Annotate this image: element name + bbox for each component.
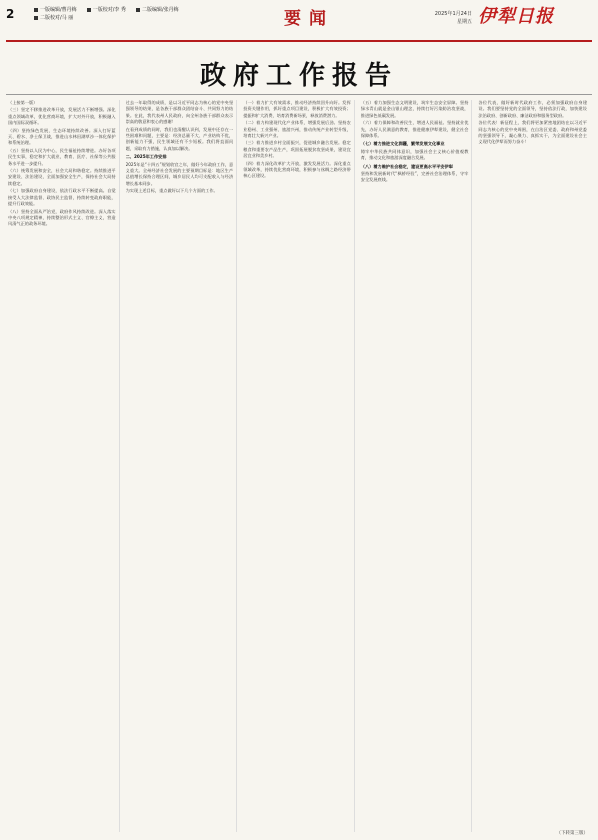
square-bullet-icon	[87, 8, 91, 12]
paragraph: （三）着力推进乡村全面振兴，促进城乡融合发展。稳定粮食和重要农产品生产，巩固拓展脱贫攻坚成果，建设宜居宜业和美乡村。	[243, 140, 351, 159]
text-column	[243, 100, 355, 832]
paragraph: （七）加强政府自身建设，依法行政水平不断提高。自觉接受人大法律监督、政协民主监督，持续转变政府职能，提升行政效能。	[8, 188, 116, 207]
paragraph: （四）着力深化改革扩大开放，激发发展活力。深化重点领域改革，持续优化营商环境，积极参与丝绸之路经济带核心区建设。	[243, 160, 351, 179]
issue-weekday: 星期五	[456, 19, 472, 25]
paragraph: 在看到成绩的同时，我们也清醒认识到，发展中还存在一些困难和问题，主要是：经济总量不大、产业结构不优，创新能力不强，民生领域还有不少短板。我们将直面问题，采取有力措施，认真加以解决。	[125, 126, 234, 151]
editor-credit: 二版校对/马 丽	[34, 14, 73, 22]
paragraph: （一）着力扩大有效需求，推动经济持续回升向好。发挥投资关键作用，抓好重点项目建设，积极扩大有效投资；提振和扩大消费，培育消费新场景，释放消费潜力。	[243, 100, 351, 118]
newspaper-masthead: 伊犁日报	[478, 6, 554, 27]
square-bullet-icon	[34, 8, 38, 12]
text-column	[126, 100, 238, 832]
paragraph: 各位代表，做好新时代政府工作，必须加强政府自身建设。我们要坚持党的全面领导，坚持依法行政，加快建设法治政府、创新政府、廉洁政府和服务型政府。	[478, 100, 587, 118]
text-column	[361, 100, 473, 832]
editor-credit: 一版校对/李 秀	[87, 6, 126, 14]
paragraph: 过去一年取得的成绩，是以习近平同志为核心的党中央坚强领导的结果，是各族干部群众团结奋斗、共同努力的结果。在此，我代表州人民政府，向全州各族干部群众表示崇高的敬意和衷心的感谢！	[125, 100, 234, 125]
subheading: （七）着力推进文化润疆，繁荣发展文化事业	[360, 141, 445, 147]
page-number: 2	[6, 7, 15, 21]
paragraph: 坚持和发展新时代“枫桥经验”，完善社会治理体系，守牢安全发展底线。	[360, 171, 469, 183]
paragraph: 2025年是“十四五”规划收官之年，做好今年政府工作，意义重大。全州经济社会发展的主要预期目标是：地区生产总值增长保持合理区间，城乡居民人均可支配收入与经济增长基本同步。	[125, 161, 234, 186]
paragraph: （五）坚持以人民为中心，民生福祉持续增进。办好各项民生实事，稳定和扩大就业，教育、医疗、社保等公共服务水平进一步提升。	[8, 147, 116, 166]
paragraph: 为实现上述目标，重点做好以下几个方面的工作。	[125, 188, 218, 194]
article-columns	[8, 100, 590, 832]
header-divider	[6, 40, 592, 42]
editor-credit: 二版编辑/张丹梅	[136, 6, 179, 14]
date-line	[398, 10, 472, 26]
text-column	[8, 100, 120, 832]
paragraph: （六）着力保障和改善民生，增进人民福祉。坚持就业优先，办好人民满意的教育，推进健康伊犁建设，健全社会保障体系。	[360, 120, 469, 139]
paragraph: （三）坚定不移推进改革开放，发展活力不断增强。深化重点领域改革，优化营商环境，扩大对外开放，积极融入国内国际双循环。	[8, 107, 116, 126]
headline-divider	[6, 94, 592, 95]
square-bullet-icon	[136, 8, 140, 12]
paragraph: （上接第一版）	[8, 100, 38, 105]
paragraph: （五）着力加强生态文明建设，筑牢生态安全屏障。坚持绿水青山就是金山银山理念，持续打好污染防治攻坚战，推进绿色低碳发展。	[360, 100, 469, 118]
paragraph: （六）统筹发展和安全，社会大局和谐稳定。持续推进平安建设、法治建设，全面加强安全生产，保持社会大局持续稳定。	[8, 168, 116, 186]
paragraph: （四）坚持绿色发展，生态环境持续改善。深入打好蓝天、碧水、净土保卫战，推进山水林田湖草沙一体化保护和系统治理。	[8, 127, 116, 146]
continuation-note: （下转第三版）	[556, 831, 588, 836]
page-header	[0, 0, 598, 44]
paragraph: （二）着力构建现代化产业体系，增强发展后劲。坚持农业稳州、工业强州、旅游兴州，推动传统产业转型升级，培育壮大新兴产业。	[243, 120, 351, 139]
square-bullet-icon	[34, 16, 38, 20]
paragraph: （八）坚持全面从严治党，政府作风持续改进。深入落实中央八项规定精神，持续整治形式主义、官僚主义，营造风清气正的政务环境。	[8, 208, 116, 227]
issue-date: 2025年1月24日	[434, 11, 472, 17]
article-headline: 政府工作报告	[199, 61, 398, 91]
section-title: 要闻	[284, 9, 334, 29]
paragraph: 各位代表！新征程上，我们将更加紧密地团结在以习近平同志为核心的党中央周围，在自治区党委、政府和州党委的坚强领导下，凝心聚力、真抓实干，为全面建设社会主义现代化伊犁而努力奋斗！	[478, 120, 587, 145]
editor-credit: 一版编辑/曹丹梅	[34, 6, 77, 14]
subheading: （八）着力维护社会稳定，建设更高水平平安伊犁	[360, 163, 453, 169]
editor-credits	[34, 6, 244, 22]
text-column	[478, 100, 590, 832]
paragraph: 铸牢中华民族共同体意识，加强社会主义核心价值观教育，推动文化和旅游深度融合发展。	[360, 148, 469, 161]
subheading: 二、2025年工作安排	[125, 154, 167, 160]
